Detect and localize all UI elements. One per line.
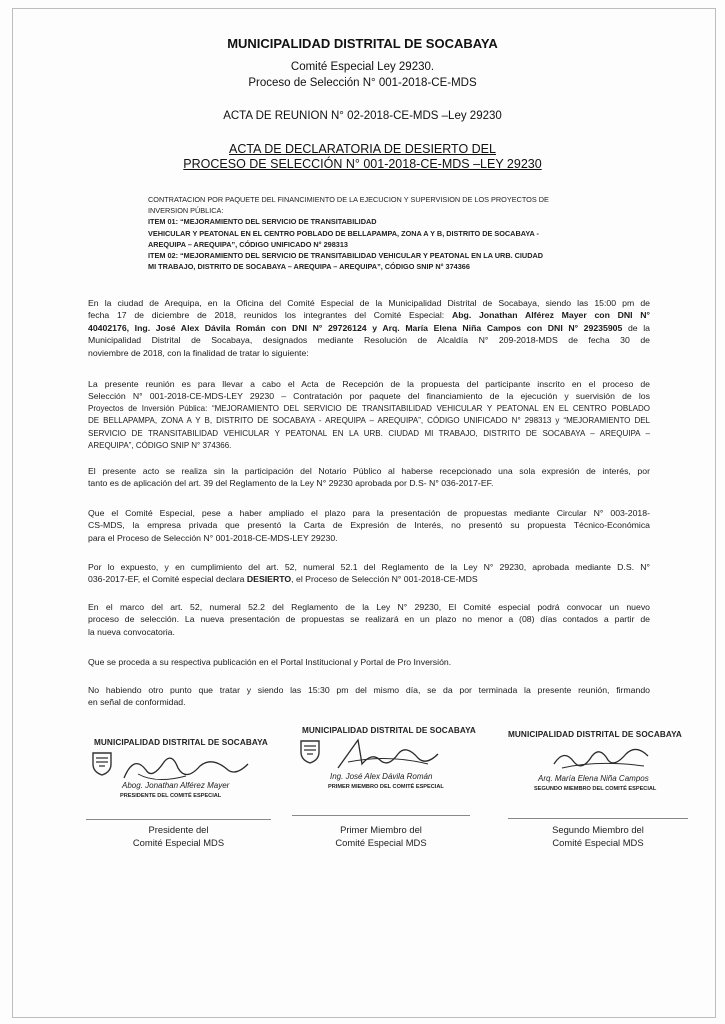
paragraph-line: Municipalidad Distrital de Socabaya, designados mediante Resolución de Alcaldía N° 209-2018-MDS de fecha 30 de xyxy=(88,335,650,346)
caption-line: Comité Especial MDS xyxy=(552,837,644,848)
stamp-signer-name: Arq. María Elena Niña Campos xyxy=(538,774,649,783)
paragraph-line: CS-MDS, la empresa privada que presentó la Carta de Expresión de Interés, no presentó su propuesta Técnico-Económica xyxy=(88,520,650,531)
paragraph-text: de la xyxy=(627,322,650,333)
paragraph-line: DE BELLAPAMPA, ZONA A Y B, DISTRITO DE SOCABAYA - AREQUIPA – AREQUIPA”, CÓDIGO UNIFICADO N° 298313 y “MEJORAMIENTO DEL xyxy=(88,416,650,426)
paragraph-line xyxy=(88,573,650,585)
signature-caption-first-member xyxy=(292,823,470,849)
caption-line: Comité Especial MDS xyxy=(335,837,427,848)
contract-line: CONTRATACION POR PAQUETE DEL FINANCIMIENTO DE LA EJECUCION Y SUPERVISION DE LOS PROYECTOS DE xyxy=(148,195,549,204)
declaration-title-line2: PROCESO DE SELECCIÓN N° 001-2018-CE-MDS –LEY 29230 xyxy=(183,157,542,171)
municipal-emblem-icon xyxy=(90,750,114,776)
signature-caption-president xyxy=(86,823,271,849)
signature-line xyxy=(508,818,688,819)
paragraph-text: 036-2017-EF, el Comité especial declara xyxy=(88,574,245,585)
paragraph-line: Proyectos de Inversión Pública: “MEJORAMIENTO DEL SERVICIO DE TRANSITABILIDAD VEHICULAR Y PEATONAL EN EL CENTRO POBLADO xyxy=(88,403,650,413)
contract-item-line: VEHICULAR Y PEATONAL EN EL CENTRO POBLADO DE BELLAPAMPA, ZONA A Y B, DISTRITO DE SOCABAYA - xyxy=(148,228,539,238)
contract-item-line: AREQUIPA – AREQUIPA”, CÓDIGO UNIFICADO N° 298313 xyxy=(148,239,348,249)
stamp-signer-role: SEGUNDO MIEMBRO DEL COMITÉ ESPECIAL xyxy=(534,786,657,792)
paragraph-line: SERVICIO DE TRANSITABILIDAD VEHICULAR Y PEATONAL EN LA URB. CIUDAD MI TRABAJO, DISTRITO DE SOCABAYA – AREQUIPA – xyxy=(88,428,650,438)
signature-block-second-member xyxy=(508,730,708,810)
paragraph-line xyxy=(88,309,650,321)
signature-caption-second-member xyxy=(508,823,688,849)
paragraph-line: en señal de conformidad. xyxy=(88,697,186,708)
contract-item-line: ITEM 02: “MEJORAMIENTO DEL SERVICIO DE TRANSITABILIDAD VEHICULAR Y PEATONAL EN LA URB. CIUDAD xyxy=(148,251,544,261)
municipal-emblem-icon xyxy=(298,738,322,764)
stamp-header: MUNICIPALIDAD DISTRITAL DE SOCABAYA xyxy=(94,738,268,747)
paragraph-declaration xyxy=(88,561,650,586)
contract-item-line: ITEM 01: “MEJORAMIENTO DEL SERVICIO DE TRANSITABILIDAD xyxy=(148,217,377,227)
paragraph-meeting-intro xyxy=(88,297,650,359)
paragraph-line: noviembre de 2018, con la finalidad de tratar lo siguiente: xyxy=(88,347,309,358)
paragraph-line: En el marco del art. 52, numeral 52.2 del Reglamento de la Ley N° 29230, El Comité especial podrá convocar un nuevo xyxy=(88,602,650,612)
stamp-header: MUNICIPALIDAD DISTRITAL DE SOCABAYA xyxy=(508,730,682,739)
signature-block-first-member xyxy=(298,726,498,806)
stamp-signer-name: Abog. Jonathan Alférez Mayer xyxy=(122,781,230,790)
paragraph-line: tanto es de aplicación del art. 39 del Reglamento de la Ley N° 29230 aprobada por D.S- N° 036-2017-EF. xyxy=(88,478,494,489)
signature-block-president xyxy=(90,738,290,818)
handwritten-signature-icon xyxy=(328,734,448,774)
paragraph-line: El presente acto se realiza sin la participación del Notario Público al haberse recepcionado una sola expresión de interés, por xyxy=(88,466,650,476)
handwritten-signature-icon xyxy=(548,738,658,776)
signature-line xyxy=(292,815,470,816)
meeting-act-title: ACTA DE REUNION N° 02-2018-CE-MDS –Ley 29230 xyxy=(223,110,502,122)
declaration-title-line1: ACTA DE DECLARATORIA DE DESIERTO DEL xyxy=(229,142,496,156)
paragraph-line: En la ciudad de Arequipa, en la Oficina del Comité Especial de la Municipalidad Distrital de Socabaya, siendo las 15:00 pm de xyxy=(88,298,650,308)
contract-description xyxy=(148,194,603,272)
paragraph-notary xyxy=(88,465,650,490)
paragraph-closing xyxy=(88,684,650,709)
paragraph-meeting-purpose xyxy=(88,378,650,452)
paragraph-extension xyxy=(88,507,650,544)
paragraph-line: la nueva convocatoria. xyxy=(88,626,175,637)
paragraph-line xyxy=(88,322,650,334)
paragraph-line: No habiendo otro punto que tratar y siendo las 15:30 pm del mismo día, se da por terminada la presente reunión, firmando xyxy=(88,685,650,695)
paragraph-line: proceso de selección. La nueva presentación de propuestas se realizará en un plazo no menor a (08) días contados a partir de xyxy=(88,614,650,625)
signature-line xyxy=(86,819,271,820)
caption-line: Segundo Miembro del xyxy=(552,824,644,835)
deserted-keyword: DESIERTO xyxy=(246,574,292,585)
paragraph-text: fecha 17 de diciembre de 2018, reunidos los integrantes del Comité Especial: xyxy=(88,310,445,321)
municipality-title: MUNICIPALIDAD DISTRITAL DE SOCABAYA xyxy=(227,36,498,51)
caption-line: Primer Miembro del xyxy=(340,824,422,835)
caption-line: Comité Especial MDS xyxy=(132,837,225,848)
stamp-signer-role: PRESIDENTE DEL COMITÉ ESPECIAL xyxy=(120,793,222,799)
member-name-text: Abg. Jonathan Alférez Mayer con DNI N° xyxy=(451,310,651,321)
stamp-header: MUNICIPALIDAD DISTRITAL DE SOCABAYA xyxy=(302,726,476,735)
committee-subtitle: Comité Especial Ley 29230. xyxy=(290,61,435,73)
caption-line: Presidente del xyxy=(148,824,209,835)
paragraph-line: para el Proceso de Selección N° 001-2018-CE-MDS-LEY 29230. xyxy=(88,532,338,543)
paragraph-text: , el Proceso de Selección N° 001-2018-CE-MDS xyxy=(291,574,478,585)
paragraph-line: La presente reunión es para llevar a cabo el Acta de Recepción de la propuesta del participante inscrito en el proceso de xyxy=(88,379,650,389)
stamp-signer-role: PRIMER MIEMBRO DEL COMITÉ ESPECIAL xyxy=(328,784,444,790)
paragraph-line: Por lo expuesto, y en cumplimiento del art. 52, numeral 52.1 del Reglamento de la Ley N° 29230, aprobada mediante D.S. N° xyxy=(88,562,650,572)
paragraph-line: Selección N° 001-2018-CE-MDS-LEY 29230 – Contratación por paquete del financiamiento de la ejecución y suervisión de los xyxy=(88,391,650,402)
paragraph-line: Que se proceda a su respectiva publicación en el Portal Institucional y Portal de Pro Inversión. xyxy=(88,657,452,667)
stamp-signer-name: Ing. José Alex Dávila Román xyxy=(330,772,433,781)
paragraph-publication xyxy=(88,656,650,668)
process-subtitle: Proceso de Selección N° 001-2018-CE-MDS xyxy=(248,77,477,89)
contract-item-line: MI TRABAJO, DISTRITO DE SOCABAYA – AREQUIPA – AREQUIPA”, CÓDIGO SNIP N° 374366 xyxy=(148,262,470,272)
paragraph-line: Que el Comité Especial, pese a haber ampliado el plazo para la presentación de propuestas mediante Circular N° 003-2018- xyxy=(88,508,650,518)
paragraph-line: AREQUIPA”, CÓDIGO SNIP N° 374366. xyxy=(88,441,232,451)
contract-line: INVERSION PÚBLICA: xyxy=(148,206,224,216)
member-names-text: 40402176, Ing. José Alex Dávila Román con DNI N° 29726124 y Arq. María Elena Niña Campos con DNI N° 29235905 xyxy=(88,322,623,333)
paragraph-new-call xyxy=(88,601,650,638)
